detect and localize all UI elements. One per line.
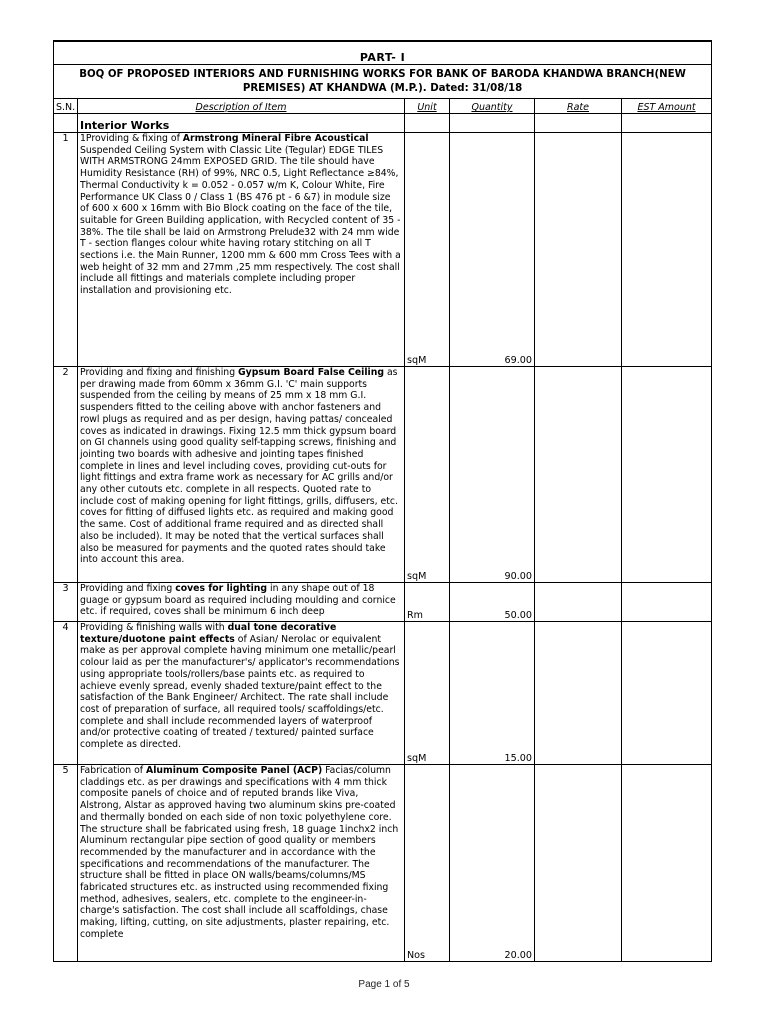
column-header-row	[54, 99, 712, 114]
section-sn-cell	[54, 114, 78, 133]
item-unit: sqM	[405, 622, 450, 765]
item-unit: Nos	[405, 765, 450, 962]
item-sn: 2	[54, 367, 78, 583]
item-amount	[622, 367, 712, 583]
item-quantity: 90.00	[450, 367, 535, 583]
item-amount	[622, 765, 712, 962]
col-header-rate: Rate	[535, 99, 622, 114]
section-unit-cell	[405, 114, 450, 133]
item-desc-bold: coves for lighting	[175, 583, 268, 594]
item-amount	[622, 622, 712, 765]
col-header-sn: S.N.	[54, 99, 78, 114]
item-unit: sqM	[405, 367, 450, 583]
item-rate	[535, 765, 622, 962]
item-desc-prefix: 1Providing & fixing of	[80, 133, 183, 144]
item-rate	[535, 622, 622, 765]
table-row	[54, 765, 712, 962]
item-unit: Rm	[405, 583, 450, 622]
item-desc-bold: Gypsum Board False Ceiling	[238, 367, 384, 378]
item-amount	[622, 133, 712, 367]
col-header-unit: Unit	[405, 99, 450, 114]
item-description	[78, 367, 405, 583]
item-desc-bold: dual tone decorative texture/duotone paint effects	[80, 622, 337, 645]
item-sn: 4	[54, 622, 78, 765]
item-quantity: 69.00	[450, 133, 535, 367]
item-description	[78, 622, 405, 765]
item-quantity: 50.00	[450, 583, 535, 622]
item-sn: 3	[54, 583, 78, 622]
item-desc-rest: Suspended Ceiling System with Classic Lite (Tegular) EDGE TILES WITH ARMSTRONG 24mm EXPOSED GRID. The tile should have Humidity Resistance (RH) of 99%, NRC 0.5, Light Reflectance ≥84%, Thermal Conductivity k = 0.052 - 0.057 w/m K, Colour White, Fire Performance UK Class 0 / Class 1 (BS 476 pt - 6 &7) in module size of 600 x 600 x 16mm with Bio Block coating on the face of the tile, suitable for Green Building application, with Recycled content of 35 - 38%. The tile shall be laid on Armstrong Prelude32 with 24 mm wide T - section flanges colour white having rotary stitching on all T sections i.e. the Main Runner, 1200 mm & 600 mm Cross Tees with a web height of 32 mm and 27mm ,25 mm respectively. The cost shall include all fittings and materials complete including proper installation and provisioning etc.	[80, 144, 401, 297]
section-row	[54, 114, 712, 133]
item-amount	[622, 583, 712, 622]
col-header-description: Description of Item	[78, 99, 405, 114]
section-rate-cell	[535, 114, 622, 133]
section-amount-cell	[622, 114, 712, 133]
item-desc-rest: in any shape out of 18 guage or gypsum board as required including moulding and cornice etc. if required, coves shall be minimum 6 inch deep	[80, 583, 396, 618]
document-title	[54, 65, 712, 99]
item-description	[78, 765, 405, 962]
item-desc-prefix: Fabrication of	[80, 765, 146, 776]
item-rate	[535, 583, 622, 622]
col-header-quantity: Quantity	[450, 99, 535, 114]
col-header-amount: EST Amount	[622, 99, 712, 114]
item-description	[78, 133, 405, 367]
item-sn: 5	[54, 765, 78, 962]
section-qty-cell	[450, 114, 535, 133]
item-rate	[535, 367, 622, 583]
table-row	[54, 367, 712, 583]
item-sn: 1	[54, 133, 78, 367]
item-desc-prefix: Providing and fixing and finishing	[80, 367, 239, 378]
item-desc-prefix: Providing & finishing walls with	[80, 622, 228, 633]
boq-sheet	[53, 40, 711, 962]
item-quantity: 20.00	[450, 765, 535, 962]
item-desc-rest: of Asian/ Nerolac or equivalent make as per approval complete having minimum one metallic/pearl colour laid as per the manufacturer's/ applicator's recommendations using appropriate tools/rollers/base paints etc. as required to achieve evenly spread, evenly shaded texture/paint effect to the satisfaction of the Bank Engineer/ Architect. The rate shall include cost of preparation of surface, all required tools/ scaffoldings/etc. complete and shall include recommended layers of waterproof and/or protective coating of treated / textured/ painted surface complete as directed.	[80, 633, 400, 751]
item-desc-rest: Facias/column claddings etc. as per drawings and specifications with 4 mm thick composite panels of choice and of reputed brands like Viva, Alstrong, Alstar as approved having two aluminum skins pre-coated and thermally bonded on each side of non toxic polyethylene core. The structure shall be fabricated using fresh, 18 guage 1inchx2 inch Aluminum rectangular pipe section of good quality or members recommended by the manufacturer and in accordance with the specifications and recommendations of the manufacturer. The structure shall be fitted in place ON walls/beams/columns/MS fabricated structures etc. as instructed using recommended fixing method, adhesives, sealers, etc. complete to the engineer-in-charge's satisfaction. The cost shall include all scaffoldings, chase making, lifting, cutting, on site adjustments, plaster repairing, etc. complete	[80, 765, 399, 940]
item-desc-bold: Armstrong Mineral Fibre Acoustical	[182, 133, 369, 144]
item-quantity: 15.00	[450, 622, 535, 765]
item-unit: sqM	[405, 133, 450, 367]
item-rate	[535, 133, 622, 367]
part-label: PART- I	[54, 41, 712, 65]
table-row	[54, 133, 712, 367]
item-desc-prefix: Providing and fixing	[80, 583, 176, 594]
title-line-2: PREMISES) AT KHANDWA (M.P.). Dated: 31/08/18	[242, 82, 523, 94]
title-row	[54, 65, 712, 99]
table-row	[54, 583, 712, 622]
item-description	[78, 583, 405, 622]
page-number: Page 1 of 5	[358, 979, 410, 990]
item-desc-bold: Aluminum Composite Panel (ACP)	[146, 765, 323, 776]
boq-table	[53, 40, 712, 962]
table-row	[54, 622, 712, 765]
item-desc-rest: as per drawing made from 60mm x 36mm G.I. 'C' main supports suspended from the ceiling by means of 25 mm x 18 mm G.I. suspenders fitted to the ceiling above with anchor fasteners and rowl plugs as required and as per design, having pattas/ concealed coves as indicated in drawings. Fixing 12.5 mm thick gypsum board on GI channels using good quality self-tapping screws, finishing and jointing two boards with adhesive and jointing tapes finished complete in lines and level including coves, providing cut-outs for light fittings and extra frame work as necessary for AC grills and/or any other cutouts etc. complete in all respects. Quoted rate to include cost of making opening for light fittings, grills, diffusers, etc. coves for fitting of diffused lights etc. as required and making good the same. Cost of additional frame required and as directed shall also be included). It may be noted that the vertical surfaces shall also be measured for payments and the quoted rates should take into account this area.	[80, 367, 398, 566]
part-row	[54, 41, 712, 65]
title-line-1: BOQ OF PROPOSED INTERIORS AND FURNISHING WORKS FOR BANK OF BARODA KHANDWA BRANCH(NEW	[79, 68, 686, 80]
section-label: Interior Works	[78, 114, 405, 133]
